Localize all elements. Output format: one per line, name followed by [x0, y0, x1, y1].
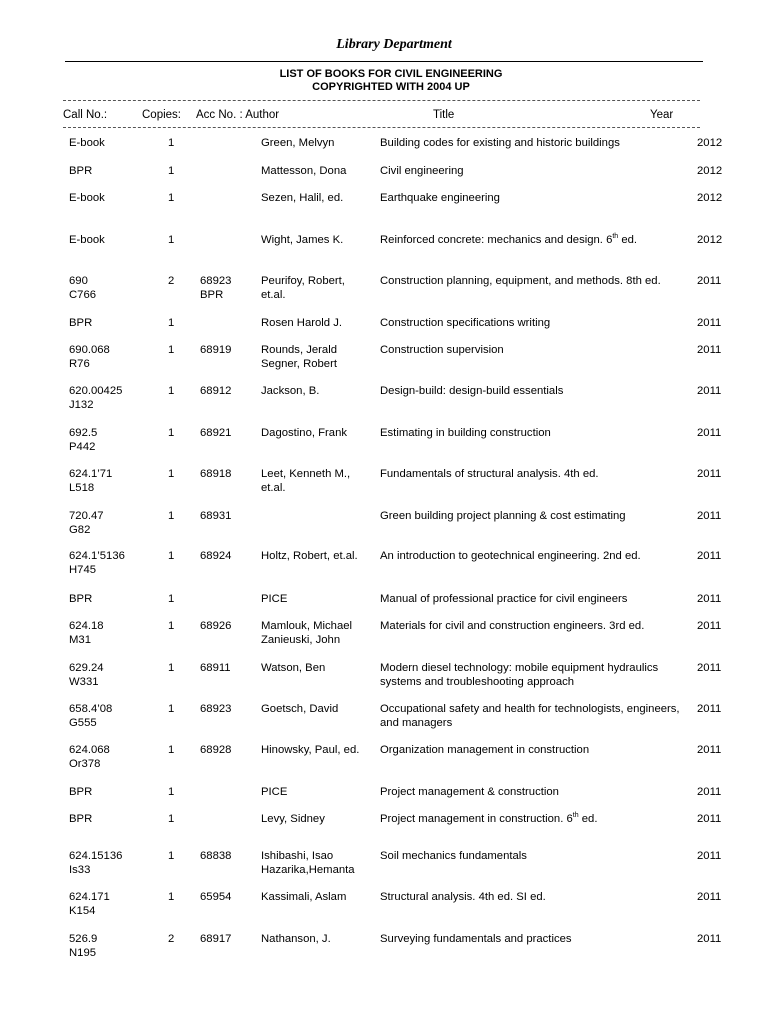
call-number: [69, 932, 97, 960]
edition-superscript: th: [612, 233, 619, 241]
author-line: Sezen, Halil, ed.: [261, 192, 344, 204]
copies-count: 1: [168, 510, 175, 522]
call-number-line: 658.4’08: [69, 703, 113, 715]
call-number: [69, 191, 105, 205]
call-number: [69, 136, 105, 150]
accession-number: [200, 426, 231, 440]
call-number: [69, 743, 110, 771]
book-title-line: Estimating in building construction: [380, 427, 551, 439]
accession-number-line: 65954: [200, 891, 232, 903]
book-title-text: Project management in construction. 6: [380, 813, 573, 825]
author-line: PICE: [261, 593, 288, 605]
accession-number: [200, 549, 231, 563]
call-number: [69, 661, 104, 689]
column-header-acc-author: Acc No. : Author: [196, 109, 280, 121]
call-number-line: M31: [69, 634, 91, 646]
publication-year: 2011: [697, 786, 722, 798]
author: [261, 932, 331, 946]
author: [261, 592, 287, 606]
book-title: [380, 743, 589, 757]
author: [261, 549, 358, 563]
author: [261, 343, 337, 371]
book-title: [380, 812, 597, 826]
accession-number-line: 68928: [200, 744, 232, 756]
call-number-line: G555: [69, 717, 97, 729]
accession-number-line: BPR: [200, 289, 224, 301]
copies-count: 1: [168, 344, 175, 356]
accession-number-line: 68918: [200, 468, 232, 480]
author-line: Mattesson, Dona: [261, 165, 347, 177]
call-number: [69, 702, 112, 730]
author-line: Hinowsky, Paul, ed.: [261, 744, 360, 756]
book-title: [380, 619, 644, 633]
copies-count: 1: [168, 744, 175, 756]
call-number-line: 629.24: [69, 662, 104, 674]
author-line: Jackson, B.: [261, 385, 320, 397]
accession-number-line: 68919: [200, 344, 232, 356]
publication-year: 2012: [697, 234, 723, 246]
author-line: Kassimali, Aslam: [261, 891, 347, 903]
book-title: [380, 191, 500, 205]
publication-year: 2011: [697, 275, 722, 287]
publication-year: 2011: [697, 891, 722, 903]
author: [261, 702, 338, 716]
call-number-line: 620.00425: [69, 385, 123, 397]
book-title-line: [380, 812, 597, 826]
book-title-text: Reinforced concrete: mechanics and design. 6: [380, 234, 613, 246]
accession-number-line: 68926: [200, 620, 232, 632]
accession-number: [200, 467, 231, 481]
author-line: et.al.: [261, 289, 286, 301]
author: [261, 743, 359, 757]
book-title: [380, 343, 504, 357]
call-number: [69, 890, 110, 918]
column-header-year: Year: [650, 109, 674, 121]
publication-year: 2011: [697, 662, 722, 674]
publication-year: 2011: [697, 317, 722, 329]
book-title: [380, 384, 563, 398]
book-title-line: systems and troubleshooting approach: [380, 676, 575, 688]
call-number-line: BPR: [69, 317, 93, 329]
call-number: [69, 343, 110, 371]
copies-count: 1: [168, 427, 175, 439]
copies-count: 1: [168, 385, 175, 397]
author-line: Goetsch, David: [261, 703, 339, 715]
call-number-line: 690: [69, 275, 88, 287]
book-title-line: Organization management in construction: [380, 744, 590, 756]
publication-year: 2011: [697, 593, 722, 605]
author-line: et.al.: [261, 482, 286, 494]
call-number-line: BPR: [69, 593, 93, 605]
book-title-line: Structural analysis. 4th ed. SI ed.: [380, 891, 546, 903]
author-line: Rosen Harold J.: [261, 317, 342, 329]
publication-year: 2011: [697, 550, 722, 562]
accession-number: [200, 932, 231, 946]
copies-count: 1: [168, 703, 175, 715]
accession-number: [200, 384, 231, 398]
accession-number: [200, 661, 231, 675]
author-line: Dagostino, Frank: [261, 427, 348, 439]
author: [261, 233, 343, 247]
book-title-line: [380, 233, 637, 247]
copies-count: 2: [168, 933, 175, 945]
author-line: Zanieuski, John: [261, 634, 341, 646]
accession-number-line: 68924: [200, 550, 232, 562]
accession-number: [200, 702, 231, 716]
author: [261, 384, 319, 398]
call-number: [69, 849, 122, 877]
call-number-line: N195: [69, 947, 97, 959]
author: [261, 812, 325, 826]
accession-number-line: 68923: [200, 275, 232, 287]
call-number-line: H745: [69, 564, 97, 576]
book-title-line: Modern diesel technology: mobile equipment hydraulics: [380, 662, 659, 674]
book-title: [380, 932, 572, 946]
author: [261, 426, 347, 440]
call-number-line: J132: [69, 399, 94, 411]
publication-year: 2012: [697, 137, 723, 149]
book-title: [380, 549, 641, 563]
call-number: [69, 549, 125, 577]
book-title: [380, 316, 550, 330]
call-number-line: 624.15136: [69, 850, 123, 862]
author: [261, 467, 350, 495]
header-divider-top: [63, 100, 700, 101]
book-title-line: Manual of professional practice for civil engineers: [380, 593, 628, 605]
book-title: [380, 785, 559, 799]
call-number: [69, 509, 104, 537]
publication-year: 2012: [697, 165, 723, 177]
book-title: [380, 136, 620, 150]
call-number-line: 526.9: [69, 933, 98, 945]
accession-number-line: 68917: [200, 933, 232, 945]
accession-number-line: 68911: [200, 662, 231, 674]
book-title-line: Green building project planning & cost estimating: [380, 510, 626, 522]
copies-count: 1: [168, 813, 175, 825]
book-title-line: Construction specifications writing: [380, 317, 551, 329]
book-title: [380, 426, 551, 440]
book-title-line: Fundamentals of structural analysis. 4th ed.: [380, 468, 599, 480]
call-number-line: L518: [69, 482, 95, 494]
book-title-line: and managers: [380, 717, 453, 729]
publication-year: 2011: [697, 510, 722, 522]
publication-year: 2011: [697, 703, 722, 715]
call-number-line: Is33: [69, 864, 91, 876]
book-title: [380, 274, 661, 288]
publication-year: 2011: [697, 744, 722, 756]
book-title-line: Civil engineering: [380, 165, 464, 177]
call-number-line: R76: [69, 358, 90, 370]
book-title-line: Materials for civil and construction engineers. 3rd ed.: [380, 620, 645, 632]
call-number-line: C766: [69, 289, 97, 301]
accession-number-line: 68838: [200, 850, 232, 862]
call-number: [69, 233, 105, 247]
author-line: Ishibashi, Isao: [261, 850, 334, 862]
author-line: Green, Melvyn: [261, 137, 335, 149]
call-number: [69, 619, 104, 647]
book-title: [380, 164, 464, 178]
copies-count: 1: [168, 891, 175, 903]
author-line: Nathanson, J.: [261, 933, 331, 945]
call-number-line: BPR: [69, 786, 93, 798]
book-title: [380, 849, 527, 863]
publication-year: 2011: [697, 385, 722, 397]
book-title-suffix: ed.: [578, 813, 598, 825]
copies-count: 1: [168, 137, 175, 149]
call-number-line: BPR: [69, 165, 93, 177]
call-number: [69, 467, 112, 495]
accession-number-line: 68912: [200, 385, 232, 397]
call-number-line: E-book: [69, 192, 105, 204]
call-number-line: G82: [69, 524, 91, 536]
copies-count: 1: [168, 850, 175, 862]
author: [261, 136, 334, 150]
publication-year: 2011: [697, 850, 722, 862]
call-number: [69, 164, 92, 178]
author: [261, 274, 345, 302]
author-line: Watson, Ben: [261, 662, 326, 674]
accession-number-line: 68931: [200, 510, 232, 522]
book-title-line: Surveying fundamentals and practices: [380, 933, 572, 945]
author: [261, 164, 346, 178]
author: [261, 849, 355, 877]
author-line: PICE: [261, 786, 288, 798]
list-title: LIST OF BOOKS FOR CIVIL ENGINEERING: [279, 68, 503, 80]
book-title: [380, 509, 626, 523]
author-line: Levy, Sidney: [261, 813, 325, 825]
accession-number: [200, 890, 231, 904]
call-number-line: BPR: [69, 813, 93, 825]
book-title-line: Construction planning, equipment, and methods. 8th ed.: [380, 275, 661, 287]
column-header-call-no: Call No.:: [63, 109, 108, 121]
column-header-title: Title: [433, 109, 455, 121]
call-number: [69, 812, 92, 826]
author-line: Hazarika,Hemanta: [261, 864, 355, 876]
copies-count: 1: [168, 234, 175, 246]
publication-year: 2011: [697, 620, 722, 632]
author-line: Holtz, Robert, et.al.: [261, 550, 358, 562]
column-header-copies: Copies:: [142, 109, 181, 121]
call-number-line: Or378: [69, 758, 101, 770]
publication-year: 2011: [697, 933, 722, 945]
copies-count: 1: [168, 550, 175, 562]
call-number-line: 692.5: [69, 427, 98, 439]
copies-count: 1: [168, 620, 175, 632]
copies-count: 1: [168, 317, 175, 329]
edition-superscript: th: [572, 812, 579, 820]
book-title: [380, 233, 637, 247]
accession-number: [200, 509, 231, 523]
book-title-line: An introduction to geotechnical engineering. 2nd ed.: [380, 550, 641, 562]
call-number: [69, 316, 92, 330]
book-title-line: Construction supervision: [380, 344, 504, 356]
book-title-line: Soil mechanics fundamentals: [380, 850, 527, 862]
book-title: [380, 661, 658, 689]
call-number: [69, 785, 92, 799]
author-line: Segner, Robert: [261, 358, 337, 370]
call-number-line: K154: [69, 905, 96, 917]
book-title: [380, 890, 546, 904]
publication-year: 2012: [697, 192, 723, 204]
copies-count: 1: [168, 468, 175, 480]
call-number-line: 624.1’5136: [69, 550, 125, 562]
copies-count: 1: [168, 165, 175, 177]
copies-count: 2: [168, 275, 175, 287]
department-heading: Library Department: [336, 37, 452, 52]
accession-number-line: 68921: [200, 427, 232, 439]
book-title-line: Project management & construction: [380, 786, 559, 798]
author: [261, 890, 346, 904]
publication-year: 2011: [697, 813, 722, 825]
author: [261, 785, 287, 799]
publication-year: 2011: [697, 427, 722, 439]
call-number-line: W331: [69, 676, 99, 688]
call-number-line: 624.171: [69, 891, 110, 903]
book-title-line: Building codes for existing and historic buildings: [380, 137, 620, 149]
accession-number-line: 68923: [200, 703, 232, 715]
copies-count: 1: [168, 192, 175, 204]
author-line: Leet, Kenneth M.,: [261, 468, 351, 480]
book-title-suffix: ed.: [618, 234, 638, 246]
book-title-line: Occupational safety and health for technologists, engineers,: [380, 703, 680, 715]
call-number-line: E-book: [69, 137, 105, 149]
call-number-line: 720.47: [69, 510, 104, 522]
accession-number: [200, 619, 231, 633]
book-title: [380, 702, 680, 730]
author-line: Peurifoy, Robert,: [261, 275, 345, 287]
author-line: Rounds, Jerald: [261, 344, 337, 356]
publication-year: 2011: [697, 468, 722, 480]
call-number-line: P442: [69, 441, 96, 453]
accession-number: [200, 849, 231, 863]
publication-year: 2011: [697, 344, 722, 356]
book-title-line: Earthquake engineering: [380, 192, 500, 204]
call-number-line: E-book: [69, 234, 105, 246]
copies-count: 1: [168, 593, 175, 605]
author-line: Wight, James K.: [261, 234, 344, 246]
accession-number: [200, 743, 231, 757]
accession-number: [200, 343, 231, 357]
book-title: [380, 592, 627, 606]
accession-number: [200, 274, 231, 302]
call-number-line: 624.068: [69, 744, 110, 756]
call-number-line: 624.18: [69, 620, 104, 632]
author-line: Mamlouk, Michael: [261, 620, 353, 632]
call-number: [69, 592, 92, 606]
call-number-line: 690.068: [69, 344, 110, 356]
call-number: [69, 426, 97, 454]
call-number: [69, 384, 122, 412]
top-rule: [65, 61, 703, 62]
call-number-line: 624.1’71: [69, 468, 113, 480]
author: [261, 619, 352, 647]
author: [261, 191, 343, 205]
book-title: [380, 467, 599, 481]
author: [261, 316, 342, 330]
list-subtitle: COPYRIGHTED WITH 2004 UP: [312, 81, 470, 93]
copies-count: 1: [168, 786, 175, 798]
author: [261, 661, 325, 675]
header-divider-bottom: [63, 127, 700, 128]
call-number: [69, 274, 96, 302]
book-title-line: Design-build: design-build essentials: [380, 385, 564, 397]
copies-count: 1: [168, 662, 175, 674]
